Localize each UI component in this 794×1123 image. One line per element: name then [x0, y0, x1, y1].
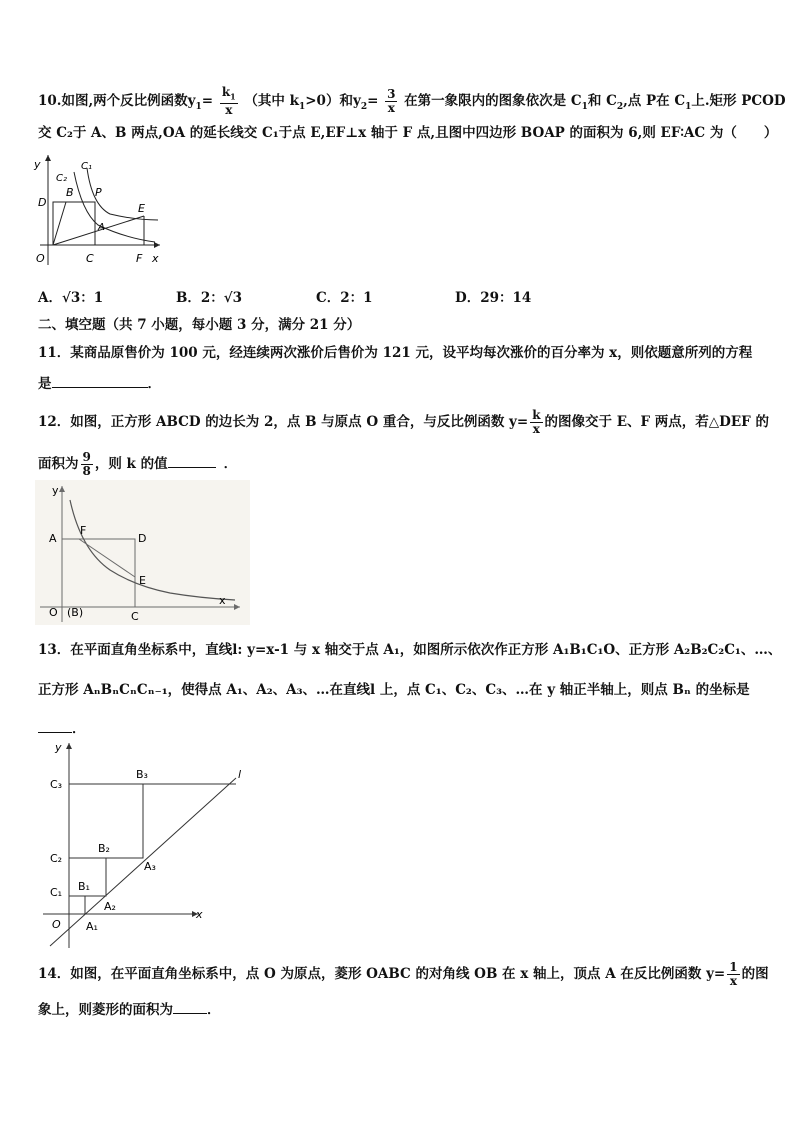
one-over-x-fraction: $\frac{1}{x}$ — [729, 960, 738, 988]
label-o: O — [36, 252, 45, 265]
label-d: D — [138, 532, 147, 545]
label-b1: B₁ — [78, 880, 90, 893]
label-e: E — [139, 574, 146, 587]
q13-line-1: 13．在平面直角坐标系中，直线l: y=x-1 与 x 轴交于点 A₁，如图所示依次作正方形 A₁B₁C₁O、正方形 A₂B₂C₂C₁、…、 — [38, 642, 782, 658]
label-b2: B₂ — [98, 842, 110, 855]
label-c1: C₁ — [81, 161, 92, 172]
label-f: F — [80, 524, 87, 537]
label-a: A — [98, 222, 105, 233]
answer-blank — [52, 373, 148, 388]
label-b: B — [66, 186, 74, 199]
label-c3: C₃ — [50, 778, 63, 791]
q10-option-c: C．2：1 — [316, 290, 373, 306]
k-over-x-fraction: $\frac{k}{x}$ — [532, 408, 541, 436]
q14-line-1: 14．如图，在平面直角坐标系中，点 O 为原点，菱形 OABC 的对角线 OB 在 x 轴上，顶点 A 在反比例函数 y= $\frac{1}{x}$ 的图 — [38, 960, 769, 988]
answer-blank — [38, 718, 72, 733]
q12-line-1: 12．如图，正方形 ABCD 的边长为 2，点 B 与原点 O 重合，与反比例函数 y= $\frac{k}{x}$ 的图像交于 E、F 两点，若△DEF 的 — [38, 408, 769, 436]
answer-blank — [168, 453, 216, 468]
section-heading: 二、填空题（共 7 小题，每小题 3 分，满分 21 分） — [38, 317, 361, 333]
label-f: F — [136, 252, 143, 265]
label-a: A — [49, 532, 57, 545]
q10-option-a: A．√3：1 — [38, 290, 104, 306]
q13-line-2: 正方形 AₙBₙCₙCₙ₋₁，使得点 A₁、A₂、A₃、…在直线l 上，点 C₁、C₂、C₃、…在 y 轴正半轴上，则点 Bₙ 的坐标是 — [38, 682, 750, 698]
label-o: O — [49, 606, 58, 619]
label-c2: C₂ — [50, 852, 63, 865]
label-y: y — [55, 741, 62, 754]
label-b: (B) — [67, 606, 84, 619]
q10-figure — [30, 150, 165, 270]
label-x: x — [219, 594, 226, 607]
q12-line-2: 面积为 $\frac{9}{8}$ ，则 k 的值 ． — [38, 450, 238, 478]
label-c1: C₁ — [50, 886, 63, 899]
label-y: y — [34, 158, 41, 171]
q11-line-1: 11．某商品原售价为 100 元，经连续两次涨价后售价为 121 元，设平均每次涨价的百分率为 x，则依题意所列的方程 — [38, 345, 753, 361]
q13-line-3: ． — [38, 718, 86, 739]
label-e: E — [138, 202, 145, 215]
label-p: P — [95, 186, 102, 199]
label-a1: A₁ — [86, 920, 98, 933]
area-fraction: $\frac{9}{8}$ — [82, 450, 91, 478]
three-over-x-fraction: $\frac{3}{x}$ — [387, 87, 396, 116]
q10-line-2: 交 C₂于 A、B 两点,OA 的延长线交 C₁于点 E,EF⊥x 轴于 F 点,且图中四边形 BOAP 的面积为 6,则 EF∶AC 为（ ） — [38, 125, 778, 141]
label-x: x — [196, 908, 203, 921]
label-c: C — [131, 610, 139, 623]
q10-option-d: D．29：14 — [455, 290, 532, 306]
label-x: x — [152, 252, 159, 265]
label-c2: C₂ — [56, 173, 67, 184]
answer-blank — [173, 999, 207, 1014]
k1-over-x-fraction: $\frac{k_1}{x}$ — [221, 85, 236, 118]
label-a3: A₃ — [144, 860, 156, 873]
q12-figure — [35, 480, 250, 625]
q14-line-2: 象上，则菱形的面积为 ． — [38, 999, 221, 1020]
label-b3: B₃ — [136, 768, 148, 781]
q10-option-b: B．2：√3 — [176, 290, 243, 306]
label-c: C — [86, 252, 94, 265]
q10-line-1: 10.如图,两个反比例函数$y_1=$ $\frac{k_1}{x}$ （其中 $k_1>0$）和$y_2=$ $\frac{3}{x}$ 在第一象限内的图象依次是 $C_1$和 $C_2$,点 P在 $C_1$上.矩形 PCOD — [38, 85, 786, 118]
label-o: O — [52, 918, 61, 931]
label-d: D — [38, 196, 47, 209]
q13-figure — [38, 738, 250, 950]
q11-line-2: 是 ． — [38, 373, 161, 394]
label-l: l — [238, 768, 242, 781]
label-y: y — [52, 484, 59, 497]
label-a2: A₂ — [104, 900, 116, 913]
